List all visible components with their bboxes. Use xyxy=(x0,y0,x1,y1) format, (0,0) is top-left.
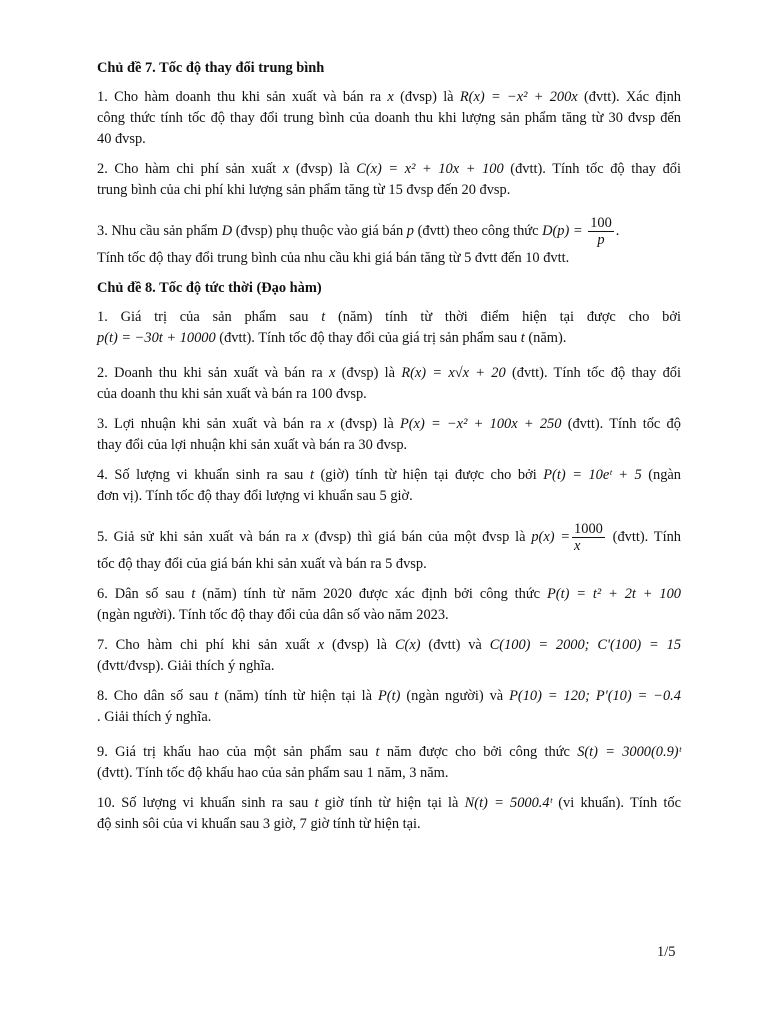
text: (đvsp) là xyxy=(332,637,388,653)
text: 5. Giả sử khi sản xuất và bán ra xyxy=(97,528,297,545)
problem-line: độ sinh sôi của vi khuẩn sau 3 giờ, 7 giờ tính từ hiện tại. xyxy=(97,816,421,832)
text: (đvtt). Tính tốc độ thay đổi của giá trị sản phẩm sau xyxy=(219,330,518,346)
text: 3. Lợi nhuận khi sản xuất và bán ra xyxy=(97,416,322,432)
math: t xyxy=(314,795,319,811)
math-formula: C(x) = x² + 10x + 100 xyxy=(356,161,504,177)
text: 2. Doanh thu khi sản xuất và bán ra xyxy=(97,365,323,381)
topic-8-problem-7 xyxy=(97,635,681,677)
text: (năm) tính từ năm 2020 được xác định bởi công thức xyxy=(202,586,541,602)
math: x xyxy=(327,416,335,432)
text: (đvtt) theo công thức xyxy=(417,222,539,239)
math-formula: N(t) = 5000.4ᵗ xyxy=(464,795,553,811)
math: x xyxy=(282,161,290,177)
math: t xyxy=(214,688,219,704)
problem-line: đơn vị). Tính tốc độ thay đổi lượng vi khuẩn sau 5 giờ. xyxy=(97,488,413,504)
math: t xyxy=(375,744,380,760)
text: (ngàn xyxy=(648,467,681,483)
text: (đvtt). Tính tốc độ thay đổi xyxy=(511,365,681,381)
text: (đvsp) phụ thuộc vào giá bán xyxy=(235,222,404,239)
text: (đvsp) là xyxy=(341,365,396,381)
problem-line xyxy=(97,363,681,384)
math: x xyxy=(302,528,309,545)
problem-line xyxy=(97,159,681,180)
topic-7-problem-1 xyxy=(97,87,681,150)
text: (vi khuẩn). Tính tốc xyxy=(558,795,681,811)
text: (năm). xyxy=(528,330,567,346)
text: 6. Dân số sau xyxy=(97,586,185,602)
problem-line: tốc độ thay đổi của giá bán khi sản xuất và bán ra 5 đvsp. xyxy=(97,556,427,572)
topic-8-heading: Chủ đề 8. Tốc độ tức thời (Đạo hàm) xyxy=(97,280,322,296)
math: C(x) xyxy=(394,637,421,653)
math: t xyxy=(191,586,196,602)
text: 3. Nhu cầu sản phẩm xyxy=(97,222,219,239)
problem-line: thay đổi của lợi nhuận khi sản xuất và bán ra 30 đvsp. xyxy=(97,437,408,453)
problem-line xyxy=(97,215,681,248)
problem-line xyxy=(97,584,681,605)
math: t xyxy=(321,309,326,325)
problem-line xyxy=(97,742,681,763)
text: (đvtt). Xác định xyxy=(584,89,681,105)
math-formula: p(t) = −30t + 10000 xyxy=(97,330,216,346)
topic-8-problem-10 xyxy=(97,793,681,835)
math-formula: S(t) = 3000(0.9)ᵗ xyxy=(577,744,681,760)
problem-line: (ngàn người). Tính tốc độ thay đổi của dân số vào năm 2023. xyxy=(97,607,449,623)
math: D xyxy=(221,222,233,239)
text: 2. Cho hàm chi phí sản xuất xyxy=(97,161,277,177)
math: t xyxy=(520,330,525,346)
fraction-denominator: x xyxy=(574,538,581,554)
problem-line: 40 đvsp. xyxy=(97,131,146,147)
problem-line: (đvtt/đvsp). Giải thích ý nghĩa. xyxy=(97,658,275,674)
topic-7-problem-3 xyxy=(97,215,681,269)
text: (năm) tính từ thời điểm hiện tại được cho bởi xyxy=(338,309,681,325)
text: (đvsp) là xyxy=(340,416,394,432)
topic-8-problem-6 xyxy=(97,584,681,626)
problem-line xyxy=(97,87,681,108)
problem-line: Tính tốc độ thay đổi trung bình của nhu cầu khi giá bán tăng từ 5 đvtt đến 10 đvtt. xyxy=(97,250,570,266)
topic-7-problem-2 xyxy=(97,159,681,201)
math-formula: p(x) = xyxy=(531,528,571,545)
problem-line: . Giải thích ý nghĩa. xyxy=(97,709,212,725)
text: 7. Cho hàm chi phí khi sản xuất xyxy=(97,637,310,653)
topic-8-problem-4 xyxy=(97,465,681,507)
problem-line: (đvtt). Tính tốc độ khấu hao của sản phẩm sau 1 năm, 3 năm. xyxy=(97,765,449,781)
math: x xyxy=(317,637,325,653)
text: (ngàn người) và xyxy=(406,688,504,704)
problem-line xyxy=(97,635,681,656)
text: 9. Giá trị khấu hao của một sản phẩm sau xyxy=(97,744,369,760)
text: năm được cho bởi công thức xyxy=(386,744,570,760)
text: . xyxy=(615,222,620,239)
topic-7-heading: Chủ đề 7. Tốc độ thay đổi trung bình xyxy=(97,60,325,76)
problem-line xyxy=(97,686,681,707)
math-formula: C(100) = 2000; C'(100) = 15 xyxy=(489,637,682,653)
text: (đvsp) là xyxy=(400,89,454,105)
math-formula: P(t) = 10eᵗ + 5 xyxy=(543,467,642,483)
text: (đvtt) và xyxy=(428,637,482,653)
fraction xyxy=(588,215,614,248)
text: 4. Số lượng vi khuẩn sinh ra sau xyxy=(97,467,304,483)
text: 1. Giá trị của sản phẩm sau xyxy=(97,309,309,325)
page-number: 1/5 xyxy=(657,944,676,960)
fraction-numerator: 1000 xyxy=(574,521,603,537)
problem-line xyxy=(97,414,681,435)
text: (đvtt). Tính xyxy=(612,528,681,545)
problem-line xyxy=(97,521,681,554)
math-formula: P(x) = −x² + 100x + 250 xyxy=(399,416,562,432)
text: giờ tính từ hiện tại là xyxy=(324,795,459,811)
text: (đvsp) là xyxy=(295,161,350,177)
problem-line xyxy=(97,307,681,328)
problem-line xyxy=(97,465,681,486)
fraction-denominator: p xyxy=(597,232,605,248)
math: x xyxy=(328,365,336,381)
topic-8-problem-5 xyxy=(97,521,681,575)
math-formula: D(p) = xyxy=(542,222,583,239)
text: (năm) tính từ hiện tại là xyxy=(224,688,373,704)
math-formula: P(t) = t² + 2t + 100 xyxy=(546,586,681,602)
topic-8-problem-2 xyxy=(97,363,681,405)
math: P(t) xyxy=(378,688,401,704)
problem-line: của doanh thu khi sản xuất và bán ra 100 đvsp. xyxy=(97,386,367,402)
text: (đvtt). Tính tốc độ thay đổi xyxy=(510,161,681,177)
text: (đvsp) thì giá bán của một đvsp là xyxy=(314,528,526,545)
text: 10. Số lượng vi khuẩn sinh ra sau xyxy=(97,795,309,811)
text: (giờ) tính từ hiện tại được cho bởi xyxy=(320,467,537,483)
page-content xyxy=(97,58,681,844)
text: 8. Cho dân số sau xyxy=(97,688,209,704)
math: t xyxy=(309,467,314,483)
problem-line xyxy=(97,793,681,814)
fraction xyxy=(572,521,605,554)
problem-line: công thức tính tốc độ thay đổi trung bình của doanh thu khi lượng sản phẩm tăng từ 30 đvsp đến xyxy=(97,110,681,126)
text: 1. Cho hàm doanh thu khi sản xuất và bán ra xyxy=(97,89,382,105)
problem-line: trung bình của chi phí khi lượng sản phẩm tăng từ 15 đvsp đến 20 đvsp. xyxy=(97,182,511,198)
math: x xyxy=(387,89,394,105)
problem-line xyxy=(97,328,681,349)
fraction-numerator: 100 xyxy=(590,215,612,231)
topic-8-problem-1 xyxy=(97,307,681,349)
topic-8-problem-3 xyxy=(97,414,681,456)
topic-8-problem-8 xyxy=(97,686,681,728)
math: p xyxy=(406,222,414,239)
topic-8-problem-9 xyxy=(97,742,681,784)
math-formula: P(10) = 120; P'(10) = −0.4 xyxy=(509,688,681,704)
text: (đvtt). Tính tốc độ xyxy=(567,416,681,432)
math-formula: R(x) = −x² + 200x xyxy=(459,89,578,105)
math-formula: R(x) = x√x + 20 xyxy=(401,365,506,381)
